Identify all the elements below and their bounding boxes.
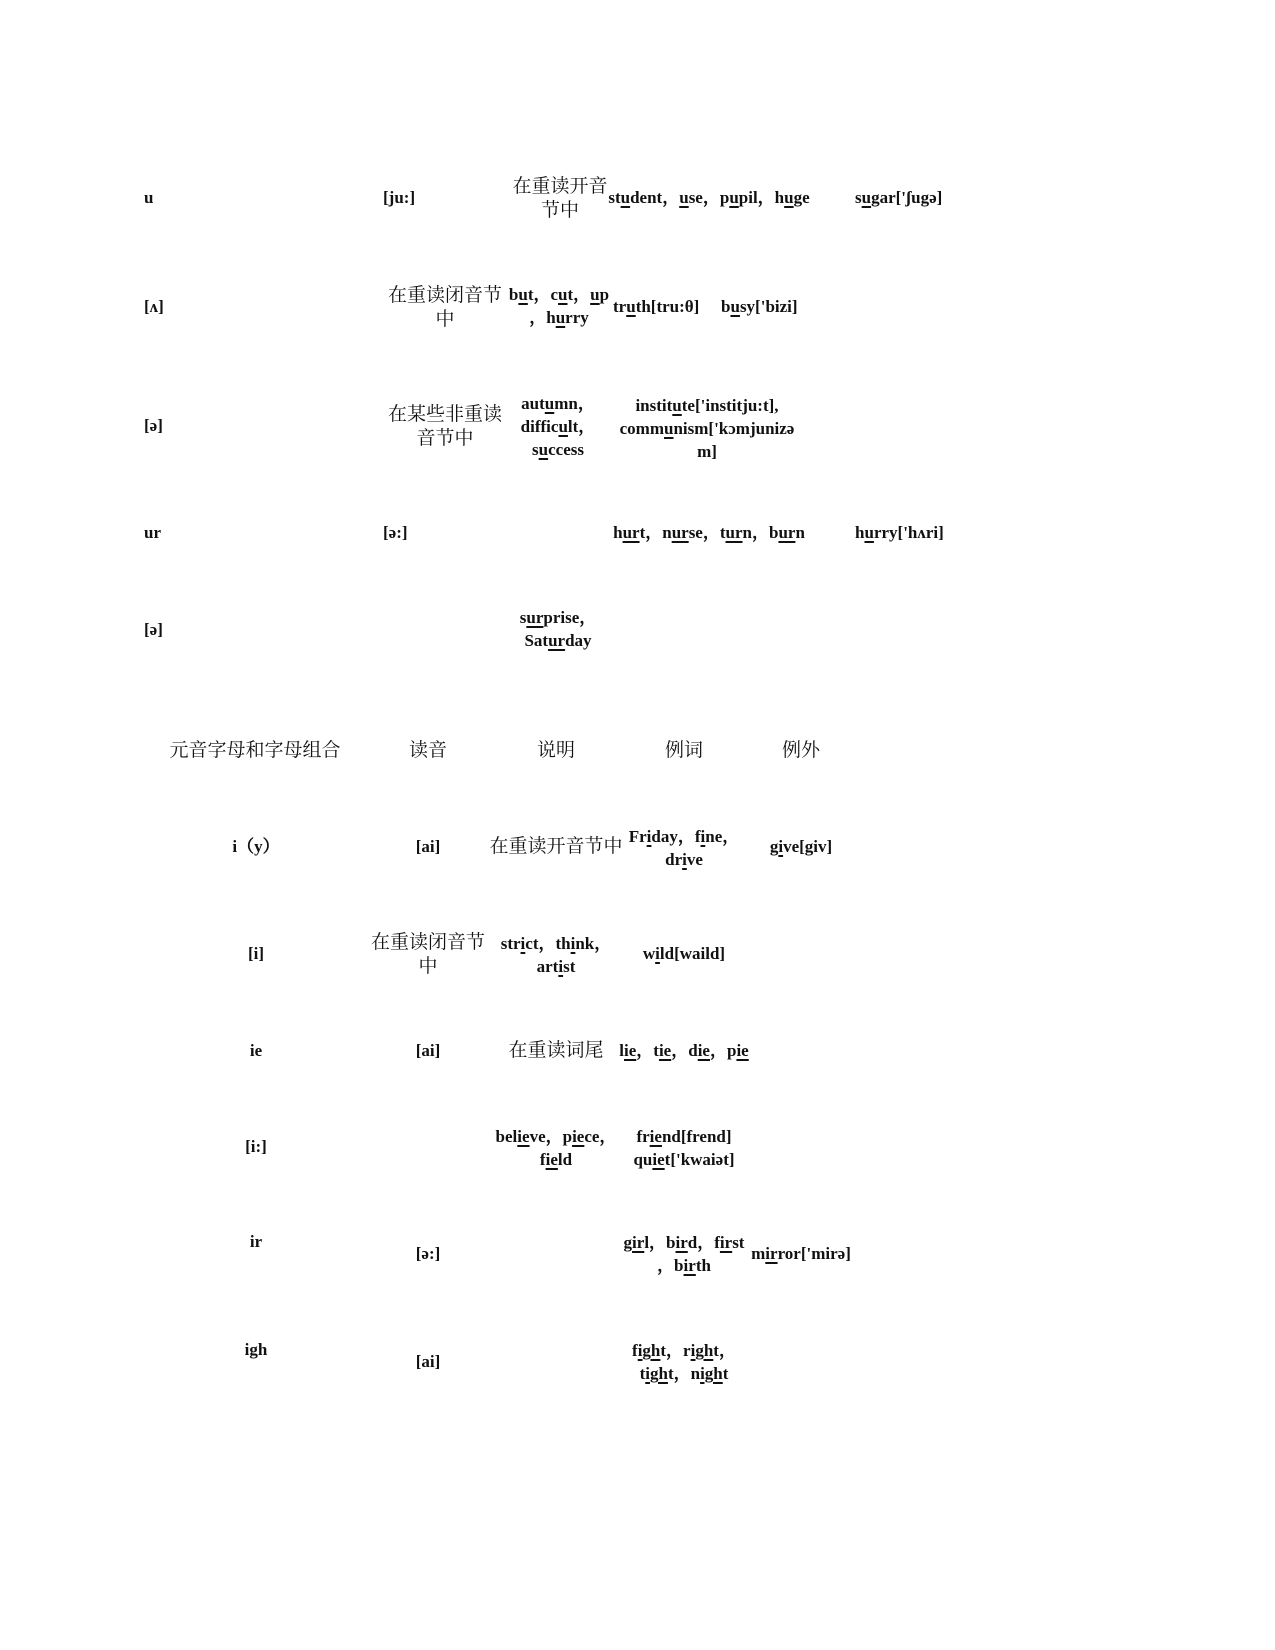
top-row-2-letter: [ʌ]: [144, 297, 164, 316]
text-segment: qu: [633, 1150, 653, 1169]
bottom-row-2-examples: [488, 932, 624, 978]
text-segment: ce，: [584, 1127, 617, 1146]
text-line: [606, 394, 808, 417]
text-segment: m: [751, 1244, 766, 1263]
underlined-letters: u: [861, 188, 872, 207]
underlined-letters: ie: [545, 1150, 558, 1169]
text-segment: instit: [635, 396, 673, 415]
text-segment: t: [722, 1364, 729, 1383]
bottom-row-5-sound: [ə:]: [415, 1244, 441, 1263]
text-line: [744, 1242, 858, 1265]
text-segment: st: [563, 957, 576, 976]
top-row-4-letter: ur: [144, 523, 161, 542]
text-line: [484, 1125, 628, 1148]
bottom-row-2-note: [368, 930, 488, 978]
top-row-1-sound: [ju:]: [383, 188, 416, 207]
text-segment: nism['kɔmjunizə: [673, 419, 795, 438]
text-segment: b: [721, 297, 731, 316]
text-segment: s: [519, 608, 527, 627]
underlined-letters: ie: [624, 1041, 637, 1060]
text-segment: g: [623, 1233, 633, 1252]
underlined-letters: ur: [526, 608, 544, 627]
underlined-letters: ur: [671, 523, 689, 542]
bottom-row-3-note: [486, 1038, 626, 1062]
bottom-row-6-examples: [616, 1339, 752, 1385]
text-segment: m]: [697, 442, 717, 461]
text-segment: st: [608, 188, 621, 207]
bottom-row-4-letter: [i:]: [245, 1137, 267, 1156]
bottom-row-5-letter: ir: [249, 1232, 263, 1251]
text-segment: ve，p: [529, 1127, 573, 1146]
text-segment: b: [508, 285, 519, 304]
text-segment: g: [769, 837, 779, 856]
text-segment: tr: [613, 297, 627, 316]
text-segment: day，f: [651, 827, 701, 846]
top-row-5-examples: [502, 606, 614, 652]
text-line: [616, 1254, 752, 1277]
bottom-row-1-exception: [746, 835, 856, 858]
text-line: [616, 825, 752, 848]
text-segment: ne，: [705, 827, 740, 846]
underlined-letters: u: [672, 396, 682, 415]
underlined-letters: u: [518, 285, 528, 304]
header-examples: 例词: [664, 739, 703, 761]
text-segment: sy['bizi]: [739, 297, 798, 316]
text-segment: ld: [557, 1150, 573, 1169]
header-exception: 例外: [781, 739, 820, 761]
text-segment: prise，: [543, 608, 597, 627]
text-segment: h: [855, 523, 865, 542]
text-line: [500, 306, 618, 329]
underlined-letters: i: [558, 957, 564, 976]
top-row-1-letter: u: [144, 188, 154, 207]
bottom-row-3-examples: [616, 1039, 752, 1062]
top-row-2-examples-2: [613, 295, 699, 318]
underlined-letters: u: [555, 308, 566, 327]
underlined-letters: u: [626, 297, 636, 316]
text-segment: n: [795, 523, 805, 542]
bottom-row-1-examples: [616, 825, 752, 871]
top-row-2-examples: [500, 283, 618, 329]
text-line: [502, 392, 614, 415]
text-segment: ve: [686, 850, 703, 869]
underlined-letters: i: [570, 934, 576, 953]
text-segment: t，n: [639, 523, 672, 542]
text-segment: ，b: [657, 1256, 684, 1275]
text-segment: t，r: [660, 1341, 691, 1360]
text-line: [616, 1148, 752, 1171]
underlined-letters: ie: [517, 1127, 530, 1146]
bottom-row-3-sound: [ai]: [415, 1041, 441, 1060]
text-segment: art: [536, 957, 559, 976]
underlined-letters: u: [729, 188, 739, 207]
text-segment: pil，h: [738, 188, 785, 207]
header-sound: 读音: [408, 739, 447, 761]
text-line: [721, 295, 798, 318]
underlined-letters: ir: [683, 1256, 696, 1275]
text-segment: diffic: [520, 417, 559, 436]
text-line: [855, 186, 942, 209]
top-row-4-sound: [ə:]: [383, 523, 408, 542]
text-line: [613, 295, 699, 318]
underlined-letters: u: [558, 285, 568, 304]
text-line: [606, 440, 808, 463]
text-segment: p: [599, 285, 610, 304]
text-segment: ge: [793, 188, 810, 207]
text-segment: rry['hʌri]: [873, 523, 944, 542]
text-segment: Fr: [628, 827, 647, 846]
bottom-row-1-letter: i（y）: [232, 837, 280, 856]
bottom-row-5-exception: [744, 1242, 858, 1265]
bottom-row-2-examples-2: [616, 942, 752, 965]
text-segment: f: [632, 1341, 638, 1360]
note-line: 节中: [540, 199, 579, 221]
text-segment: t，: [567, 285, 591, 304]
text-segment: th[tru:θ]: [635, 297, 700, 316]
bottom-row-5-examples: [616, 1231, 752, 1277]
underlined-letters: ur: [548, 631, 566, 650]
text-segment: te['institju:t],: [681, 396, 779, 415]
underlined-letters: i: [682, 850, 687, 869]
text-segment: t['kwaiət]: [664, 1150, 735, 1169]
underlined-letters: u: [664, 419, 674, 438]
text-line: [488, 955, 624, 978]
underlined-letters: i: [520, 934, 526, 953]
note-line: 在某些非重读: [387, 403, 502, 425]
underlined-letters: i: [778, 837, 784, 856]
text-segment: w: [642, 944, 656, 963]
text-segment: rry: [565, 308, 589, 327]
underlined-letters: u: [679, 188, 689, 207]
underlined-letters: ir: [719, 1233, 733, 1252]
text-segment: t: [639, 1364, 646, 1383]
text-segment: str: [500, 934, 521, 953]
underlined-letters: igh: [645, 1364, 668, 1383]
text-segment: st: [732, 1233, 745, 1252]
underlined-letters: ir: [632, 1233, 645, 1252]
text-segment: f: [539, 1150, 546, 1169]
underlined-letters: u: [544, 394, 555, 413]
underlined-letters: i: [646, 827, 652, 846]
text-line: [746, 835, 856, 858]
underlined-letters: i: [655, 944, 660, 963]
text-segment: t，c: [527, 285, 559, 304]
text-segment: t，: [713, 1341, 736, 1360]
text-line: [484, 1148, 628, 1171]
underlined-letters: u: [620, 188, 631, 207]
top-row-1-examples: [606, 186, 812, 209]
top-row-5-letter: [ə]: [144, 620, 163, 639]
bottom-row-6-sound: [ai]: [415, 1352, 441, 1371]
underlined-letters: u: [730, 297, 740, 316]
bottom-row-4-examples: [484, 1125, 628, 1171]
text-segment: s: [855, 188, 862, 207]
bottom-row-1-note: [486, 834, 626, 858]
top-row-2-note: [385, 283, 505, 331]
text-segment: fr: [636, 1127, 650, 1146]
underlined-letters: ie: [697, 1041, 710, 1060]
text-segment: lt，: [567, 417, 596, 436]
underlined-letters: ie: [572, 1127, 585, 1146]
text-segment: ，p: [709, 1041, 737, 1060]
underlined-letters: u: [784, 188, 794, 207]
underlined-letters: u: [590, 285, 600, 304]
top-row-3-examples: [502, 392, 614, 461]
underlined-letters: ur: [725, 523, 743, 542]
underlined-letters: ie: [652, 1150, 665, 1169]
text-line: [606, 417, 808, 440]
top-row-2-exception: [721, 295, 798, 318]
text-segment: nd[frend]: [661, 1127, 732, 1146]
text-segment: dent，: [630, 188, 680, 207]
underlined-letters: ir: [675, 1233, 688, 1252]
text-line: [616, 1362, 752, 1385]
text-segment: gar['ʃugə]: [871, 188, 943, 207]
text-segment: ror['mirə]: [777, 1244, 851, 1263]
text-line: [488, 932, 624, 955]
text-line: [616, 1125, 752, 1148]
bottom-row-2-letter: [i]: [247, 944, 265, 963]
underlined-letters: i: [700, 827, 706, 846]
underlined-letters: ie: [736, 1041, 749, 1060]
text-line: [502, 438, 614, 461]
text-segment: ccess: [548, 440, 584, 459]
underlined-letters: ur: [622, 523, 640, 542]
top-row-4-examples: [606, 521, 812, 544]
underlined-letters: igh: [700, 1364, 723, 1383]
header-note: 说明: [536, 739, 575, 761]
text-line: [606, 521, 812, 544]
note-line: 在重读闭音节: [387, 284, 502, 306]
text-line: [502, 415, 614, 438]
underlined-letters: u: [558, 417, 568, 436]
bottom-row-3-letter: ie: [249, 1041, 263, 1060]
text-segment: aut: [521, 394, 545, 413]
text-segment: bel: [495, 1127, 518, 1146]
underlined-letters: ir: [765, 1244, 778, 1263]
text-line: [616, 1039, 752, 1062]
note-line: 中: [418, 955, 438, 977]
text-line: [502, 629, 614, 652]
text-segment: d，f: [687, 1233, 720, 1252]
bottom-row-6-letter: igh: [244, 1340, 268, 1359]
text-segment: day: [565, 631, 592, 650]
text-segment: ，t: [636, 1041, 659, 1060]
top-row-4-exception: [855, 521, 944, 544]
note-line: 中: [435, 308, 455, 330]
note-line: 在重读开音: [512, 175, 608, 197]
text-segment: nk，: [575, 934, 612, 953]
top-row-1-exception: [855, 186, 942, 209]
text-segment: ，h: [529, 308, 556, 327]
text-segment: l，b: [644, 1233, 676, 1252]
note-line: 在重读词尾: [508, 1039, 604, 1061]
underlined-letters: ie: [658, 1041, 672, 1060]
note-line: 音节中: [416, 427, 474, 449]
top-row-3-note: [385, 402, 505, 450]
bottom-row-4-examples-2: [616, 1125, 752, 1171]
text-segment: s: [532, 440, 539, 459]
text-segment: th: [695, 1256, 711, 1275]
text-segment: se，t: [688, 523, 726, 542]
header-letters: 元音字母和字母组合: [169, 739, 341, 761]
text-line: [616, 848, 752, 871]
text-line: [855, 521, 944, 544]
bottom-row-1-sound: [ai]: [415, 837, 441, 856]
text-segment: mn，: [554, 394, 595, 413]
text-segment: Sat: [524, 631, 549, 650]
underlined-letters: igh: [637, 1341, 661, 1360]
top-row-3-examples-2: [606, 394, 808, 463]
text-segment: h: [613, 523, 623, 542]
text-segment: l: [619, 1041, 624, 1060]
text-line: [502, 606, 614, 629]
text-line: [500, 283, 618, 306]
underlined-letters: ur: [778, 523, 796, 542]
text-line: [616, 942, 752, 965]
text-segment: t，n: [667, 1364, 701, 1383]
top-row-1-note: [502, 174, 621, 222]
note-line: 在重读闭音节: [370, 931, 485, 953]
text-segment: ve[giv]: [783, 837, 833, 856]
underlined-letters: u: [538, 440, 549, 459]
top-row-3-letter: [ə]: [144, 416, 163, 435]
text-segment: dr: [665, 850, 683, 869]
text-segment: ct，th: [525, 934, 571, 953]
text-line: [606, 186, 812, 209]
text-segment: ld[waild]: [659, 944, 726, 963]
underlined-letters: ie: [649, 1127, 662, 1146]
note-line: 在重读开音节中: [489, 835, 623, 857]
text-segment: comm: [619, 419, 664, 438]
text-line: [616, 1339, 752, 1362]
text-segment: ，d: [671, 1041, 698, 1060]
underlined-letters: igh: [690, 1341, 714, 1360]
text-line: [616, 1231, 752, 1254]
text-segment: se，p: [688, 188, 730, 207]
underlined-letters: u: [864, 523, 874, 542]
text-segment: n，b: [742, 523, 779, 542]
